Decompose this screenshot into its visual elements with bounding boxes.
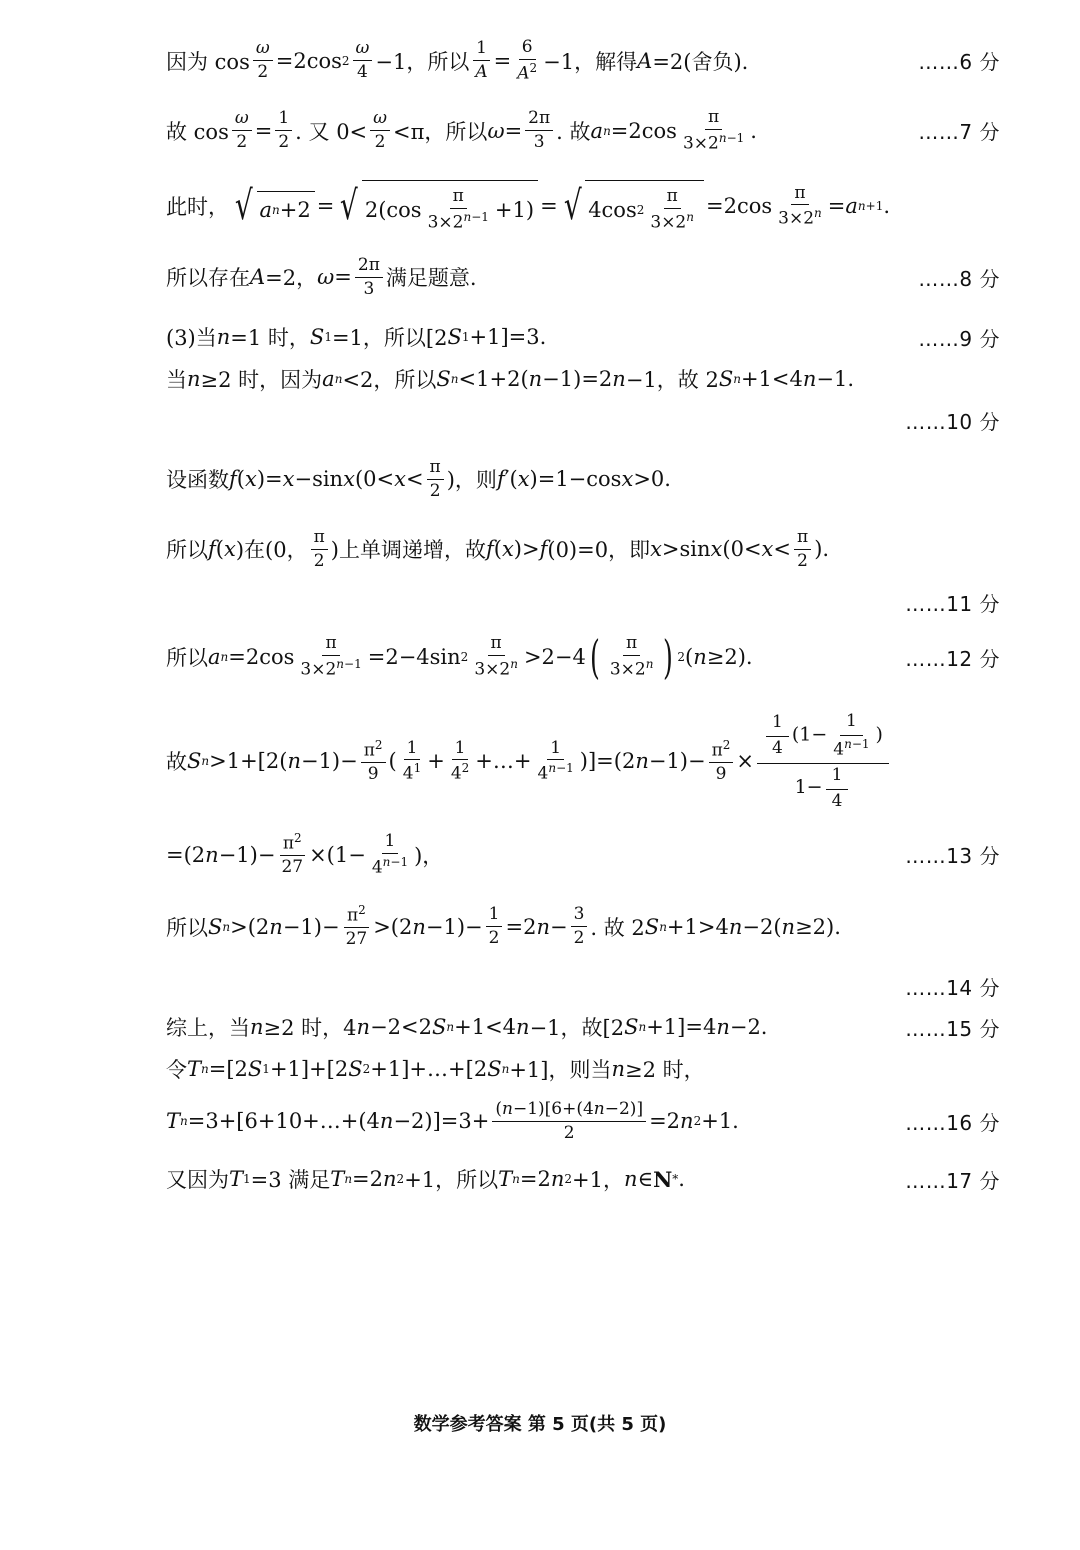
solution-line bbox=[166, 1100, 1000, 1142]
score-mark: ……13 分 bbox=[905, 844, 1000, 869]
math-expression: 故 cos $\frac{\omega}{2}$ = $\frac{1}{2}$ . 又 0< $\frac{\omega}{2}$ <π，所以 ω = $\frac{2\pi}{3}$ . 故 a n =2cos $\frac{\pi}{3\times 2^{n-1}}$ . bbox=[166, 107, 757, 154]
math-expression: 令 T n =[2 S 1 +1]+[2 S 2 +1]+…+[2 S n +1]，则当 n ≥2 时， bbox=[166, 1057, 705, 1082]
solution-line bbox=[166, 108, 1000, 153]
math-expression: 所以 f ( x )在(0， $\frac{\pi}{2}$ )上单调递增，故 f ( x )> f (0)=0，即 x >sin x (0< x < $\frac{\pi}{2}$ ). bbox=[166, 527, 830, 571]
score-mark: ……10 分 bbox=[905, 410, 1000, 434]
score-mark: ……14 分 bbox=[905, 976, 1000, 1000]
score-mark: ……17 分 bbox=[905, 1168, 1000, 1193]
solution-line bbox=[166, 1012, 1000, 1042]
math-expression: 所以存在 A =2， ω = $\frac{2\pi}{3}$ 满足题意. bbox=[166, 255, 477, 299]
math-expression: 此时， √ a n +2 = √ 2(cos $\frac{\pi}{3\times 2^{n-1}}$ +1) = √ 4cos 2 $\frac{\pi}{3\times 2^n}$ =2cos $\frac{\pi}{3\times 2^n}$ = a n+1 . bbox=[166, 180, 890, 232]
math-expression: 因为 cos $\frac{\omega}{2}$ =2cos 2 $\frac{\omega}{4}$ −1，所以 $\frac{1}{A}$ = $\frac{6}{A^2}$ −1，解得 A =2(舍负). bbox=[166, 37, 749, 84]
math-expression: 又因为 T 1 =3 满足 T n =2 n 2 +1，所以 T n =2 n 2 +1， n ∈ N * . bbox=[166, 1166, 685, 1192]
math-expression: 设函数 f ( x )= x −sin x (0< x < $\frac{\pi}{2}$ )，则 f ′( x )=1−cos x >0. bbox=[166, 457, 671, 501]
score-mark: ……11 分 bbox=[905, 592, 1000, 616]
math-expression: 所以 a n =2cos $\frac{\pi}{3\times 2^{n-1}}$ =2−4sin 2 $\frac{\pi}{3\times 2^n}$ >2−4 ( $\frac{\pi}{3\times 2^n}$ ) 2 ( n ≥2). bbox=[166, 630, 753, 684]
solution-line bbox=[166, 1164, 1000, 1194]
math-expression: 综上，当 n ≥2 时，4 n −2<2 S n +1<4 n −1，故[2 S n +1]=4 n −2. bbox=[166, 1015, 768, 1040]
score-mark: ……15 分 bbox=[905, 1016, 1000, 1041]
solution-line bbox=[166, 322, 1000, 352]
page-footer: 数学参考答案 第 5 页(共 5 页) bbox=[413, 1414, 667, 1435]
score-line bbox=[166, 972, 1000, 1001]
solution-line bbox=[166, 904, 1000, 949]
math-expression: (3)当 n =1 时， S 1 =1，所以[2 S 1 +1]=3. bbox=[166, 325, 547, 350]
solution-line bbox=[166, 364, 1000, 394]
solution-line bbox=[166, 180, 1000, 232]
score-mark: ……16 分 bbox=[905, 1110, 1000, 1135]
math-expression: 当 n ≥2 时，因为 a n <2，所以 S n <1+2( n −1)=2 n −1，故 2 S n +1<4 n −1. bbox=[166, 367, 855, 392]
solution-line bbox=[166, 458, 1000, 500]
solution-line bbox=[166, 630, 1000, 684]
score-mark: ……6 分 bbox=[918, 50, 1000, 75]
math-expression: T n =3+[6+10+…+(4 n −2)]=3+ $\frac{(n-1)[6+(4n-2)]}{2}$ =2 n 2 +1. bbox=[166, 1099, 739, 1143]
solution-line bbox=[166, 38, 1000, 83]
solution-line bbox=[166, 256, 1000, 298]
score-line bbox=[166, 406, 1000, 435]
solution-line bbox=[166, 712, 1000, 810]
score-mark: ……8 分 bbox=[918, 266, 1000, 291]
math-expression: 所以 S n >(2 n −1)− $\frac{\pi^2}{27}$ >(2 n −1)− $\frac{1}{2}$ =2 n − $\frac{3}{2}$ . 故 2 S n +1>4 n −2( n ≥2). bbox=[166, 903, 841, 950]
solution-line bbox=[166, 1054, 1000, 1084]
math-expression: =(2 n −1)− $\frac{\pi^2}{27}$ ×(1− $\frac{1}{4^{n-1}}$ )， bbox=[166, 831, 444, 878]
score-mark: ……12 分 bbox=[905, 646, 1000, 671]
solution-line bbox=[166, 832, 1000, 877]
math-expression: 故 S n >1+[2( n −1)− $\frac{\pi^2}{9}$ ( $\frac{1}{4^1}$ + $\frac{1}{4^2}$ +…+ $\frac{1}{4^{n-1}}$ )]=(2 n −1)− $\frac{\pi^2}{9}$ × $\frac{1}{4}$ (1− $\frac{1}{4^{n-1}}$ ) 1− $\frac{1}{4}$ bbox=[166, 712, 892, 810]
solution-line bbox=[166, 528, 1000, 570]
score-mark: ……7 分 bbox=[918, 120, 1000, 145]
score-line bbox=[166, 588, 1000, 617]
score-mark: ……9 分 bbox=[918, 326, 1000, 351]
